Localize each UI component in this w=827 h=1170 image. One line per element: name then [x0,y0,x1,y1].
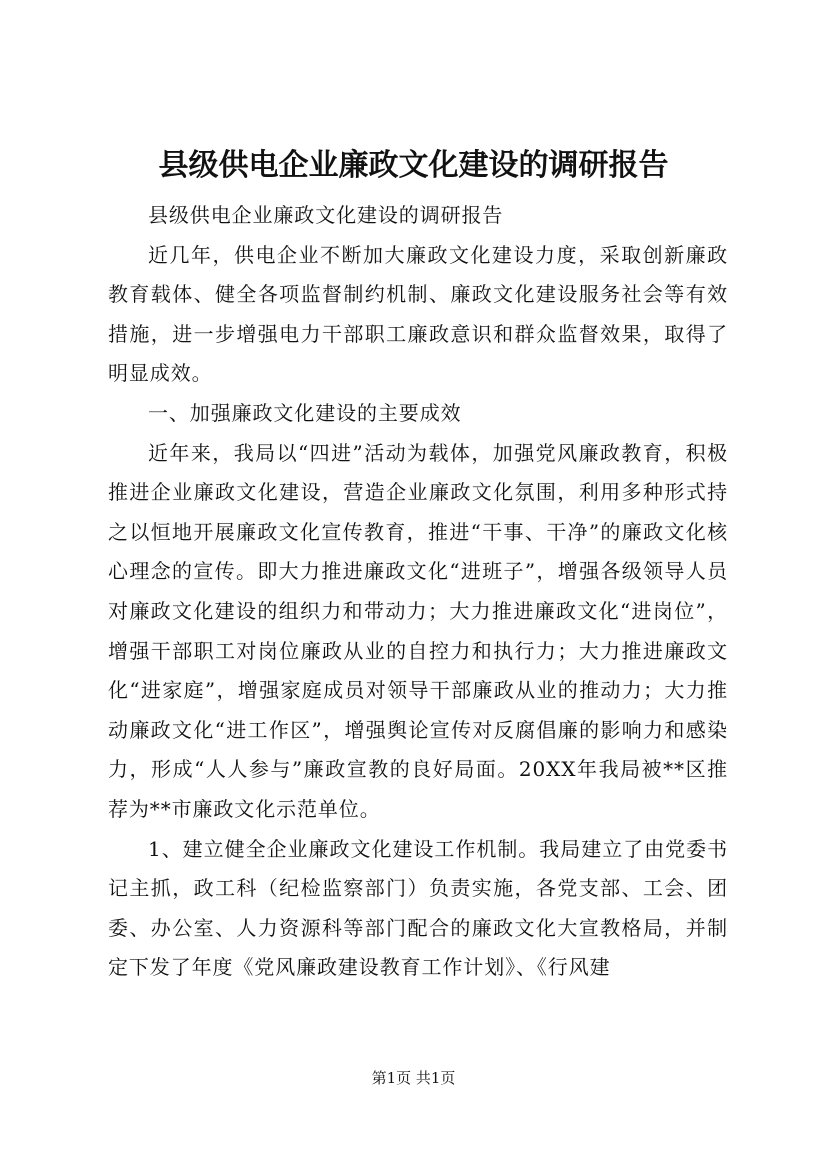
section-heading-1: 一、加强廉政文化建设的主要成效 [148,400,462,425]
paragraph-intro: 近几年，供电企业不断加大廉政文化建设力度，采取创新廉政教育载体、健全各项监督制约机制、廉政文化建设服务社会等有效措施，进一步增强电力干部职工廉政意识和群众监督效果，取得了明显成效。 [108,242,728,386]
paragraph-subtitle: 县级供电企业廉政文化建设的调研报告 [148,203,504,227]
paragraph-achievements: 近年来，我局以“四进”活动为载体，加强党风廉政教育，积极推进企业廉政文化建设，营造企业廉政文化氛围，利用多种形式持之以恒地开展廉政文化宣传教育，推进“干事、干净”的廉政文化核心理念的宣传。即大力推进廉政文化“进班子”，增强各级领导人员对廉政文化建设的组织力和带动力；大力推进廉政文化“进岗位”，增强干部职工对岗位廉政从业的自控力和执行力；大力推进廉政文化“进家庭”，增强家庭成员对领导干部廉政从业的推动力；大力推动廉政文化“进工作区”，增强舆论宣传对反腐倡廉的影响力和感染力，形成“人人参与”廉政宣教的良好局面。20XX年我局被**区推荐为**市廉政文化示范单位。 [108,440,728,821]
document-body [108,196,728,988]
document-title: 县级供电企业廉政文化建设的调研报告 [158,148,669,183]
page-footer: 第1页 共1页 [371,1069,456,1087]
paragraph-mechanism: 1、建立健全企业廉政文化建设工作机制。我局建立了由党委书记主抓，政工科（纪检监察部门）负责实施，各党支部、工会、团委、办公室、人力资源科等部门配合的廉政文化大宣教格局，并制定下发了年度《党风廉政建设教育工作计划》、《行风建 [108,836,728,980]
